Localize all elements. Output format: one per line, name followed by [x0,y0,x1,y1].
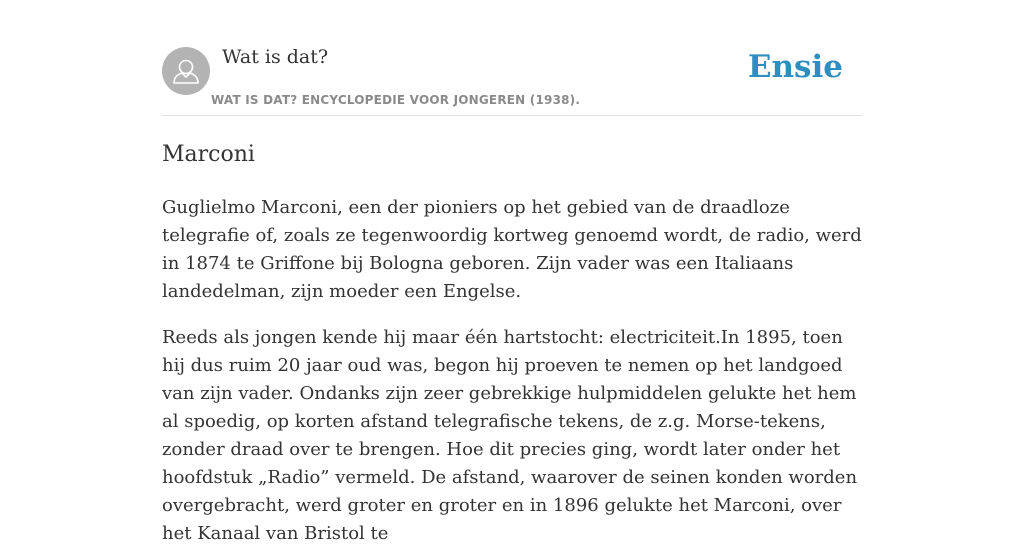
source-header [162,47,862,116]
article-paragraph: Reeds als jongen kende hij maar één hartstocht: electriciteit.In 1895, toen hij dus ruim 20 jaar oud was, begon hij proeven te nemen op het landgoed van zijn vader. Ondanks zijn zeer gebrekkige hulpmiddelen gelukte het hem al spoedig, op korten afstand telegrafische tekens, de z.g. Morse-tekens, zonder draad over te brengen. Hoe dit precies ging, wordt later onder het hoofdstuk „Radio” vermeld. De afstand, waarover de seinen konden worden overgebracht, werd groter en groter en in 1896 gelukte het Marconi, over het Kanaal van Bristol te [162,327,858,544]
user-avatar-icon[interactable] [162,47,210,95]
source-subtitle: WAT IS DAT? ENCYCLOPEDIE VOOR JONGEREN (1938). [211,93,581,107]
user-outline-icon [162,47,210,95]
brand-logo-link[interactable]: Ensie [747,49,843,85]
article-title: Marconi [162,142,255,167]
page [162,0,862,548]
article-paragraph: Guglielmo Marconi, een der pioniers op het gebied van de draadloze telegrafie of, zoals ze tegenwoordig kortweg genoemd wordt, de radio, werd in 1874 te Griffone bij Bologna geboren. Zijn vader was een Italiaans landedelman, zijn moeder een Engelse. [162,197,862,302]
source-title-link[interactable]: Wat is dat? [222,46,329,68]
article-body [162,194,862,548]
